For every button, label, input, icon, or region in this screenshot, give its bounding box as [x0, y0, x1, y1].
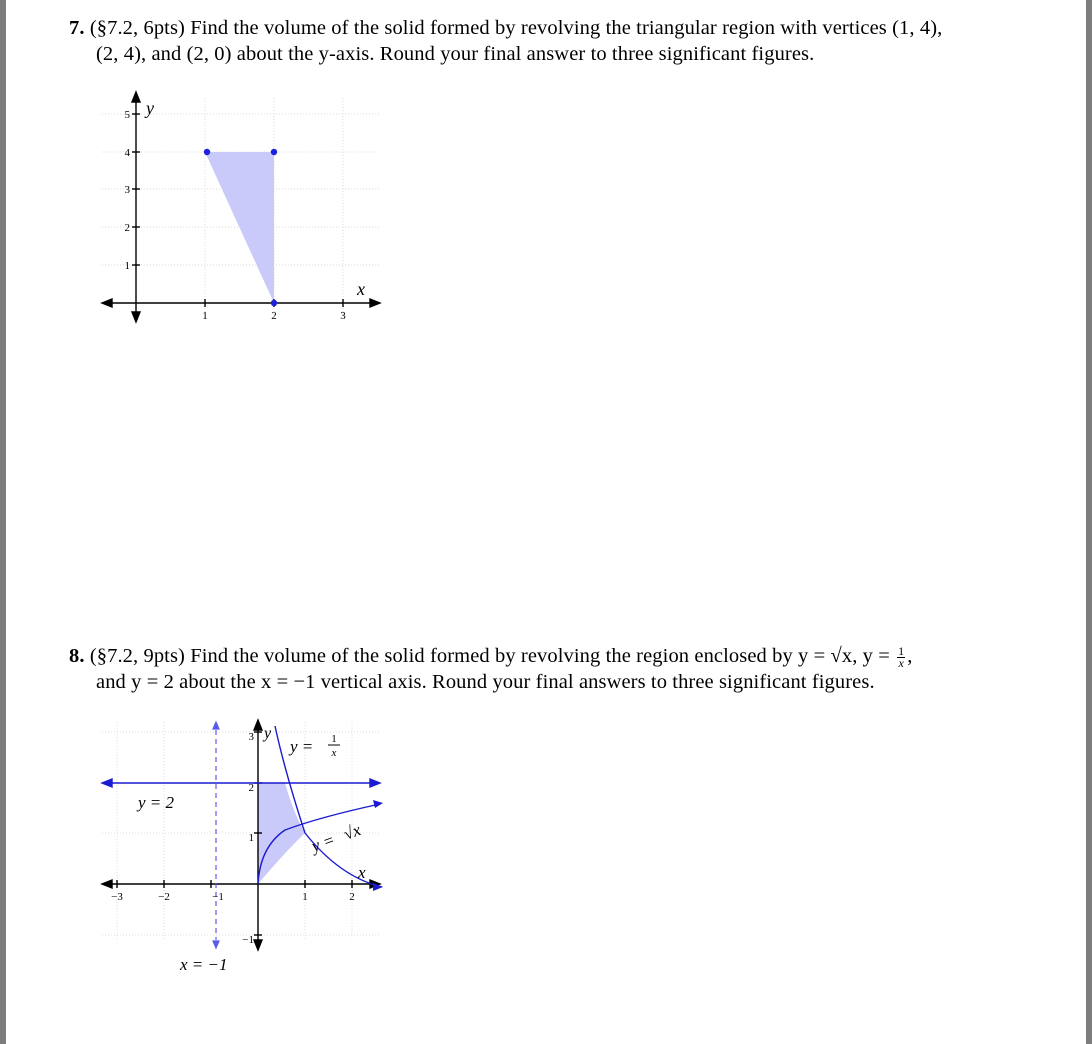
problem-8-graph	[90, 712, 390, 982]
y-tick-1: 1	[248, 832, 254, 844]
triangle-region	[205, 152, 274, 303]
curve-y-equals-2	[102, 779, 380, 787]
x-tick-2: 2	[271, 310, 277, 322]
fraction-one-over-x: $\frac{1}{x}$	[898, 643, 905, 670]
axes	[102, 720, 380, 950]
y-axis-label: y	[146, 98, 154, 118]
problem-8-line-1: 8. (§7.2, 9pts) Find the volume of the solid formed by revolving the region enclosed by y = √x, y = $\frac{1}{x}$ ,	[69, 643, 913, 670]
problem-7-text-1: (§7.2, 6pts) Find the volume of the solid formed by revolving the triangular region with vertices (1, 4),	[89, 17, 943, 39]
problem-8-number: 8.	[69, 645, 85, 667]
problem-8-text-1: (§7.2, 9pts) Find the volume of the solid formed by revolving the region enclosed by y = √x, y =	[89, 645, 896, 667]
problem-7-line-1	[69, 15, 942, 41]
y-tick-3: 3	[124, 184, 130, 196]
y-tick-1: 1	[124, 260, 130, 272]
label-axis-x-equals-neg1: x = −1	[180, 955, 228, 974]
problem-7-graph	[90, 88, 390, 328]
label-reciprocal-lhs: y =	[290, 737, 314, 756]
grid	[102, 722, 380, 940]
x-tick-neg1: −1	[212, 891, 224, 903]
x-axis-label: x	[358, 863, 366, 882]
y-tick-neg1: −1	[242, 934, 254, 946]
label-y-equals-2: y = 2	[138, 793, 175, 812]
problem-7-number: 7.	[69, 17, 85, 39]
y-axis-label: y	[264, 725, 272, 742]
vertex-point-1	[204, 149, 210, 155]
vertex-point-3	[271, 300, 277, 306]
problem-8-line-2: and y = 2 about the x = −1 vertical axis. Round your final answers to three significant figures.	[96, 671, 875, 693]
x-tick-neg3: −3	[111, 891, 123, 903]
x-tick-1: 1	[202, 310, 208, 322]
y-tick-4: 4	[124, 147, 130, 159]
document-page	[6, 0, 1086, 1044]
y-tick-2: 2	[248, 782, 254, 794]
problem-7-line-2: (2, 4), and (2, 0) about the y-axis. Round your final answer to three significant figures.	[96, 43, 815, 65]
x-tick-2: 2	[349, 891, 355, 903]
label-sqrt-lhs: y =	[308, 829, 338, 856]
x-tick-3: 3	[340, 310, 346, 322]
x-tick-1: 1	[302, 891, 308, 903]
x-axis-label: x	[357, 279, 365, 299]
y-tick-2: 2	[124, 222, 130, 234]
y-tick-3: 3	[248, 731, 254, 743]
axis-of-rotation	[213, 722, 219, 948]
label-sqrt-rhs: √x	[340, 820, 364, 844]
vertex-point-2	[271, 149, 277, 155]
label-reciprocal-num: 1	[331, 733, 337, 745]
x-tick-neg2: −2	[158, 891, 170, 903]
y-tick-5: 5	[124, 109, 130, 121]
label-reciprocal-den: x	[331, 747, 337, 759]
shaded-region	[258, 783, 305, 884]
arrow-sqrt	[373, 800, 383, 808]
